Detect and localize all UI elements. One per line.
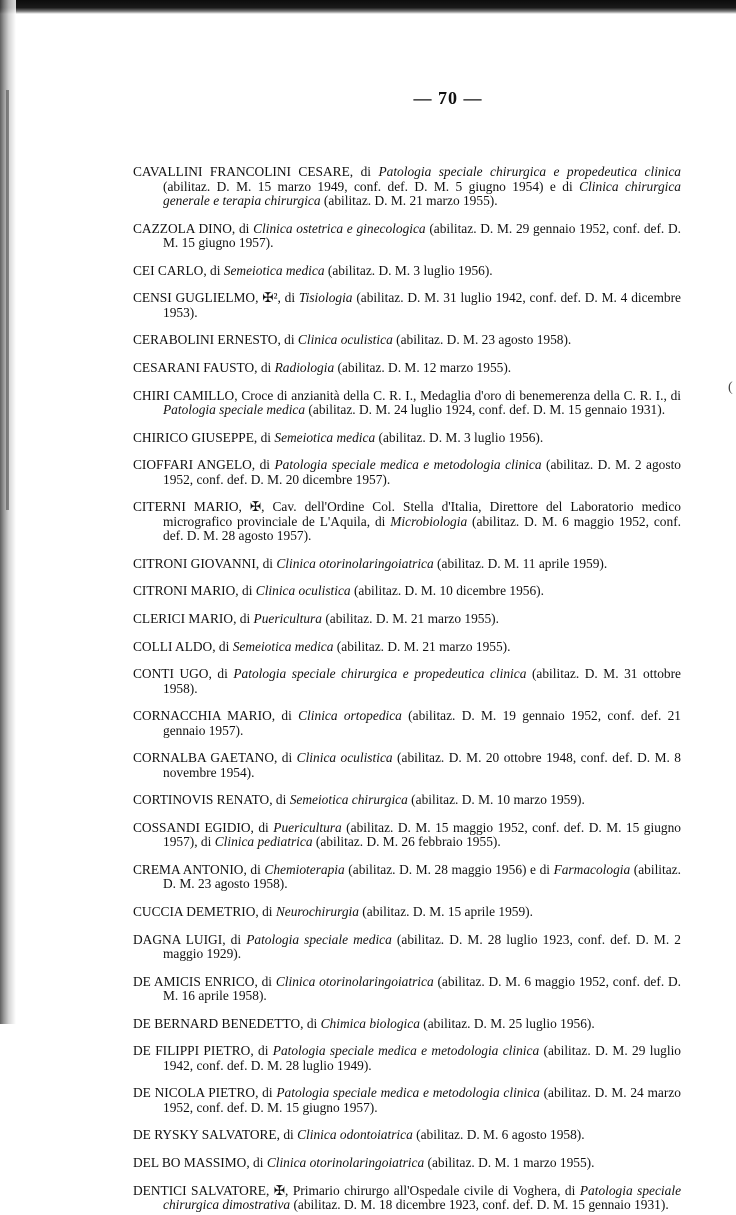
list-item xyxy=(133,584,681,598)
list-item xyxy=(133,291,681,320)
entry-text: , di xyxy=(243,862,265,878)
list-item xyxy=(133,751,681,780)
entry-text: , di xyxy=(235,583,256,599)
person-name: CENSI GUGLIELMO xyxy=(133,290,256,306)
list-item xyxy=(133,793,681,807)
list-item xyxy=(133,1128,681,1142)
entry-text: (abilitaz. D. M. 23 agosto 1958). xyxy=(392,332,572,348)
discipline: Puericultura xyxy=(253,611,322,627)
entry-text: , di xyxy=(254,360,275,376)
entry-text: (abilitaz. D. M. 31 luglio 1942, conf. def. D. M. 4 dicembre 1953). xyxy=(163,290,682,320)
entry-text: (abilitaz. D. M. 6 maggio 1952, conf. def. D. M. 16 aprile 1958). xyxy=(163,973,681,1003)
entry-text: , di xyxy=(231,220,254,236)
person-name: CLERICI MARIO xyxy=(133,611,234,627)
entry-text: (abilitaz. D. M. 12 marzo 1955). xyxy=(334,360,512,376)
entry-text: , di xyxy=(251,457,275,473)
entry-text: (abilitaz. D. M. 15 maggio 1952, conf. def. D. M. 15 giugno 1957), di xyxy=(163,820,681,850)
list-item xyxy=(133,500,681,543)
scan-border-top xyxy=(0,0,736,14)
entry-text: , di xyxy=(269,792,290,808)
list-item xyxy=(133,667,681,696)
person-name: CUCCIA DEMETRIO xyxy=(133,904,256,919)
entry-text: (abilitaz. D. M. 25 luglio 1956). xyxy=(419,1015,595,1031)
entry-text: , di xyxy=(274,750,297,766)
person-name: DE AMICIS ENRICO xyxy=(133,973,255,989)
entry-text: , di xyxy=(253,429,275,445)
discipline: Patologia speciale medica e metodologia clinica xyxy=(274,457,542,473)
entry-text: (abilitaz. D. M. 19 gennaio 1952, conf. def. 21 gennaio 1957). xyxy=(163,708,681,738)
entry-text: , ✠, Primario chirurgo all'Ospedale civile di Voghera, di xyxy=(265,1182,580,1198)
person-name: CITRONI MARIO xyxy=(133,583,236,599)
discipline: Patologia speciale chirurgica e propedeutica clinica xyxy=(378,164,681,180)
person-name: CONTI UGO xyxy=(133,666,209,682)
entry-text: , di xyxy=(208,666,234,682)
person-name: CAZZOLA DINO xyxy=(133,220,232,236)
list-item xyxy=(133,640,681,654)
person-name: DE BERNARD BENEDETTO xyxy=(133,1015,301,1031)
person-name: CITERNI MARIO xyxy=(133,499,239,515)
entry-text: (abilitaz. D. M. 3 luglio 1956). xyxy=(324,262,493,278)
discipline: Semeiotica medica xyxy=(223,262,325,278)
list-item xyxy=(133,389,681,418)
person-name: CHIRICO GIUSEPPE xyxy=(133,429,254,445)
discipline: Clinica oculistica xyxy=(296,750,393,766)
person-name: CIOFFARI ANGELO xyxy=(133,457,252,473)
discipline: Semeiotica chirurgica xyxy=(289,792,408,808)
entry-text: (abilitaz. D. M. 21 marzo 1955). xyxy=(320,192,498,208)
person-name: DAGNA LUIGI xyxy=(133,931,223,947)
person-name: COSSANDI EGIDIO xyxy=(133,820,251,836)
person-name: DE NICOLA PIETRO xyxy=(133,1085,256,1101)
discipline: Farmacologia xyxy=(553,862,631,878)
entry-text: , di xyxy=(246,1155,267,1170)
discipline: Clinica chirurgica generale e terapia chirurgica xyxy=(163,178,682,208)
list-item xyxy=(133,975,681,1004)
entry-list xyxy=(133,152,681,1215)
person-name: CERABOLINI ERNESTO xyxy=(133,332,278,348)
discipline: Microbiologia xyxy=(390,513,468,529)
discipline: Patologia speciale medica xyxy=(246,931,392,947)
person-name: DEL BO MASSIMO xyxy=(133,1155,247,1170)
person-name: CHIRI CAMILLO xyxy=(133,387,235,403)
entry-text: , di xyxy=(233,611,254,627)
list-item xyxy=(133,709,681,738)
entry-text: (abilitaz. D. M. 29 gennaio 1952, conf. def. D. M. 15 giugno 1957). xyxy=(163,220,681,250)
person-name: CORNALBA GAETANO xyxy=(133,750,274,766)
discipline: Semeiotica medica xyxy=(274,429,376,445)
list-item xyxy=(133,458,681,487)
entry-text: , di xyxy=(250,820,274,836)
entry-text: (abilitaz. D. M. 6 agosto 1958). xyxy=(412,1127,585,1143)
list-item xyxy=(133,222,681,251)
discipline: Clinica oculistica xyxy=(255,583,351,599)
person-name: CORNACCHIA MARIO xyxy=(133,708,272,724)
list-item xyxy=(133,1044,681,1073)
entry-text: (abilitaz. D. M. 28 luglio 1923, conf. def. D. M. 2 maggio 1929). xyxy=(163,931,681,961)
person-name: CEI CARLO xyxy=(133,262,204,278)
entry-text: (abilitaz. D. M. 21 marzo 1955). xyxy=(321,611,499,627)
discipline: Tisiologia xyxy=(298,290,353,306)
entry-text: (abilitaz. D. M. 21 marzo 1955). xyxy=(333,638,511,654)
discipline: Clinica oculistica xyxy=(297,332,393,348)
discipline: Radiologia xyxy=(274,360,335,376)
entry-text: , di xyxy=(203,262,224,278)
entry-text: (abilitaz. D. M. 28 maggio 1956) e di xyxy=(344,862,554,878)
page-number: — 70 — xyxy=(413,88,483,108)
discipline: Clinica otorinolaringoiatrica xyxy=(266,1155,425,1170)
person-name: DENTICI SALVATORE xyxy=(133,1182,266,1198)
discipline: Chemioterapia xyxy=(264,862,345,878)
entry-text: (abilitaz. D. M. 15 marzo 1949, conf. def. D. M. 5 giugno 1954) e di xyxy=(163,178,580,194)
entry-text: (abilitaz. D. M. 6 maggio 1952, conf. def. D. M. 28 agosto 1957). xyxy=(163,513,681,543)
list-item xyxy=(133,612,681,626)
list-item xyxy=(133,333,681,347)
entry-text: , di xyxy=(276,1127,298,1143)
list-item xyxy=(133,1184,681,1213)
entry-text: , Croce di anzianità della C. R. I., Medaglia d'oro di benemerenza della C. R. I., di xyxy=(234,387,681,403)
entry-text: (abilitaz. D. M. 10 marzo 1959). xyxy=(407,792,585,808)
discipline: Patologia speciale chirurgica e propedeutica clinica xyxy=(233,666,527,682)
discipline: Clinica odontoiatrica xyxy=(297,1127,413,1143)
list-item xyxy=(133,557,681,571)
entry-text: (abilitaz. D. M. 20 ottobre 1948, conf. def. D. M. 8 novembre 1954). xyxy=(163,750,681,780)
list-item xyxy=(133,933,681,962)
margin-mark: ( xyxy=(728,380,733,395)
discipline: Clinica pediatrica xyxy=(214,834,313,850)
entry-text: (abilitaz. D. M. 3 luglio 1956). xyxy=(375,429,544,445)
discipline: Semeiotica medica xyxy=(232,638,334,654)
person-name: CAVALLINI FRANCOLINI CESARE xyxy=(133,164,350,180)
discipline: Patologia speciale chirurgica dimostrativa xyxy=(163,1182,682,1212)
person-name: CORTINOVIS RENATO xyxy=(133,792,270,808)
person-name: DE FILIPPI PIETRO xyxy=(133,1043,251,1059)
list-item xyxy=(133,361,681,375)
person-name: COLLI ALDO xyxy=(133,638,213,654)
entry-text: (abilitaz. D. M. 31 ottobre 1958). xyxy=(163,666,681,696)
list-item xyxy=(133,1086,681,1115)
entry-text: (abilitaz. D. M. 1 marzo 1955). xyxy=(424,1155,595,1170)
discipline: Puericultura xyxy=(273,820,342,836)
list-item xyxy=(133,863,681,892)
list-item xyxy=(133,264,681,278)
entry-text: , di xyxy=(212,638,233,654)
person-name: CREMA ANTONIO xyxy=(133,862,244,878)
discipline: Clinica otorinolaringoiatrica xyxy=(275,973,434,989)
entry-text: , ✠², di xyxy=(255,290,299,306)
entry-text: , di xyxy=(254,973,276,989)
discipline: Patologia speciale medica e metodologia clinica xyxy=(272,1043,540,1059)
list-item xyxy=(133,1156,681,1170)
discipline: Clinica ortopedica xyxy=(298,708,402,724)
discipline: Patologia speciale medica xyxy=(163,402,306,417)
entry-text: (abilitaz. D. M. 26 febbraio 1955). xyxy=(312,834,501,850)
person-name: CESARANI FAUSTO xyxy=(133,360,255,376)
entry-text: (abilitaz. D. M. 15 aprile 1959). xyxy=(358,904,533,919)
list-item xyxy=(133,165,681,208)
entry-text: (abilitaz. D. M. 29 luglio 1942, conf. def. D. M. 28 luglio 1949). xyxy=(163,1043,682,1073)
entry-text: , ✠, Cav. dell'Ordine Col. Stella d'Italia, Direttore del Laboratorio medico micrografico provinciale de L'Aquila, di xyxy=(163,499,681,529)
list-item xyxy=(133,821,681,850)
list-item xyxy=(133,905,681,919)
person-name: CITRONI GIOVANNI xyxy=(133,555,256,571)
entry-text: (abilitaz. D. M. 18 dicembre 1923, conf. def. D. M. 15 gennaio 1931). xyxy=(290,1196,669,1212)
discipline: Clinica otorinolaringoiatrica xyxy=(276,555,434,571)
scan-artifact xyxy=(6,90,9,510)
entry-text: , di xyxy=(255,555,277,571)
entry-text: , di xyxy=(349,164,379,180)
entry-text: (abilitaz. D. M. 23 agosto 1958). xyxy=(163,862,681,892)
entry-text: , di xyxy=(300,1015,321,1031)
entry-text: , di xyxy=(255,1085,277,1101)
entry-text: , di xyxy=(255,904,276,919)
entry-text: (abilitaz. D. M. 24 marzo 1952, conf. def. D. M. 15 giugno 1957). xyxy=(163,1085,681,1115)
entry-text: (abilitaz. D. M. 11 aprile 1959). xyxy=(433,555,608,571)
entry-text: , di xyxy=(271,708,299,724)
entry-text: , di xyxy=(222,931,247,947)
entry-text: (abilitaz. D. M. 2 agosto 1952, conf. def. D. M. 20 dicembre 1957). xyxy=(163,457,681,487)
entry-text: , di xyxy=(250,1043,273,1059)
entry-text: (abilitaz. D. M. 10 dicembre 1956). xyxy=(350,583,544,599)
discipline: Patologia speciale medica e metodologia clinica xyxy=(276,1085,540,1101)
list-item xyxy=(133,431,681,445)
person-name: DE RYSKY SALVATORE xyxy=(133,1127,277,1143)
entry-text: , di xyxy=(277,332,298,348)
discipline: Clinica ostetrica e ginecologica xyxy=(253,220,426,236)
discipline: Chimica biologica xyxy=(320,1015,420,1031)
entry-text: (abilitaz. D. M. 24 luglio 1924, conf. def. D. M. 15 gennaio 1931). xyxy=(305,402,666,417)
discipline: Neurochirurgia xyxy=(275,904,359,919)
